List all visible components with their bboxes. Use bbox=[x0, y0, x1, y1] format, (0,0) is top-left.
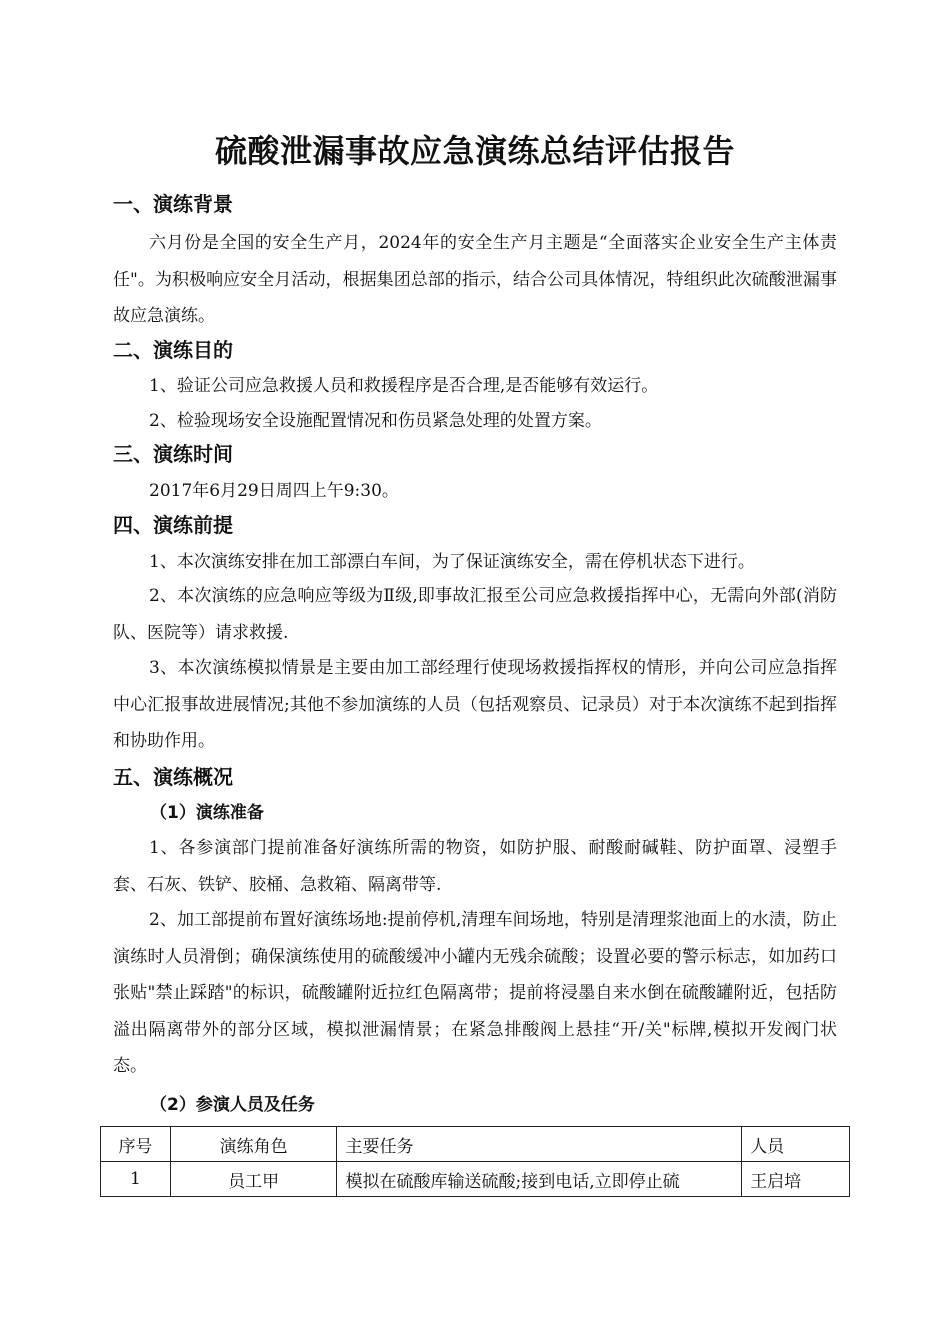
paragraph-purpose-2: 2、检验现场安全设施配置情况和伤员紧急处理的处置方案。 bbox=[149, 411, 602, 431]
header-cell-index: 序号 bbox=[101, 1127, 171, 1162]
cell-index: 1 bbox=[101, 1162, 171, 1197]
section-heading-background: 一、演练背景 bbox=[113, 192, 233, 216]
cell-role: 员工甲 bbox=[170, 1162, 337, 1197]
paragraph-time: 2017年6月29日周四上午9:30。 bbox=[149, 481, 399, 501]
section-heading-overview: 五、演练概况 bbox=[113, 765, 233, 789]
cell-task: 模拟在硫酸库输送硫酸;接到电话,立即停止硫 bbox=[337, 1162, 742, 1197]
paragraph-preparation-1: 1、各参演部门提前准备好演练所需的物资，如防护服、耐酸耐碱鞋、防护面罩、浸塑手套、石灰、铁铲、胶桶、急救箱、隔离带等. bbox=[113, 838, 837, 895]
paragraph-preparation-2: 2、加工部提前布置好演练场地:提前停机,清理车间场地，特别是清理浆池面上的水渍，防止演练时人员滑倒；确保演练使用的硫酸缓冲小罐内无残余硫酸；设置必要的警示标志，如加药口张贴"禁止踩踏"的标识，硫酸罐附近拉红色隔离带；提前将浸墨自来水倒在硫酸罐附近，包括防溢出隔离带外的部分区域，模拟泄漏情景；在紧急排酸阀上悬挂“开/关"标牌,模拟开发阀门状态。 bbox=[113, 910, 837, 1076]
paragraph-background: 六月份是全国的安全生产月，2024年的安全生产月主题是“全面落实企业安全生产主体责任"。为积极响应安全月活动，根据集团总部的指示，结合公司具体情况，特组织此次硫酸泄漏事故应急演练。 bbox=[113, 233, 837, 326]
section-heading-premise: 四、演练前提 bbox=[113, 513, 233, 537]
header-cell-person: 人员 bbox=[742, 1127, 850, 1162]
paragraph-premise-3: 3、本次演练模拟情景是主要由加工部经理行使现场救援指挥权的情形，并向公司应急指挥中心汇报事故进展情况;其他不参加演练的人员（包括观察员、记录员）对于本次演练不起到指挥和协助作用。 bbox=[113, 658, 837, 751]
subheading-participants: （2）参演人员及任务 bbox=[150, 1095, 315, 1115]
subheading-preparation: （1）演练准备 bbox=[150, 803, 264, 823]
paragraph-premise-2: 2、本次演练的应急响应等级为Ⅱ级,即事故汇报至公司应急救援指挥中心，无需向外部(消防队、医院等）请求救援. bbox=[113, 586, 837, 643]
table-row bbox=[101, 1162, 850, 1197]
paragraph-premise-1: 1、本次演练安排在加工部漂白车间，为了保证演练安全，需在停机状态下进行。 bbox=[149, 552, 755, 572]
cell-person: 王启培 bbox=[742, 1162, 850, 1197]
header-cell-role: 演练角色 bbox=[170, 1127, 337, 1162]
header-cell-task: 主要任务 bbox=[337, 1127, 742, 1162]
participants-table bbox=[100, 1126, 850, 1197]
paragraph-purpose-1: 1、验证公司应急救援人员和救援程序是否合理,是否能够有效运行。 bbox=[149, 376, 659, 396]
section-heading-time: 三、演练时间 bbox=[113, 442, 233, 466]
document-title: 硫酸泄漏事故应急演练总结评估报告 bbox=[214, 132, 735, 170]
table-header-row bbox=[101, 1127, 850, 1162]
section-heading-purpose: 二、演练目的 bbox=[113, 338, 233, 362]
